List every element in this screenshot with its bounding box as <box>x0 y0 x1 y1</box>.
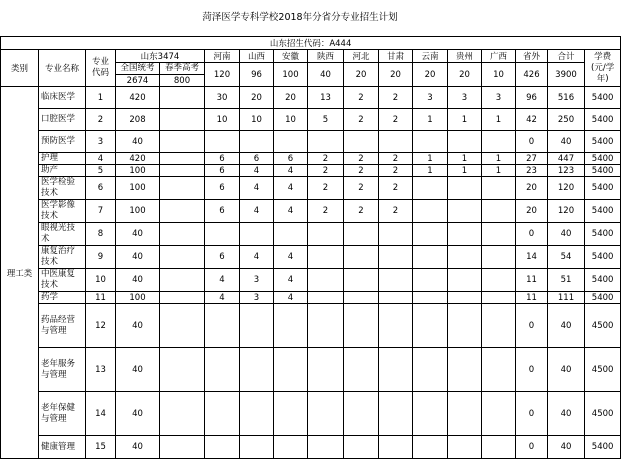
national-count-cell: 100 <box>116 165 160 177</box>
province-total: 10 <box>482 63 516 87</box>
province-count-cell <box>413 246 448 269</box>
header-province: 安徽 <box>274 50 308 63</box>
province-count-cell <box>344 246 379 269</box>
province-count-cell <box>379 292 413 304</box>
province-count-cell <box>344 223 379 246</box>
major-code-cell: 14 <box>86 392 116 436</box>
province-count-cell <box>482 392 516 436</box>
province-count-cell: 2 <box>379 165 413 177</box>
province-total: 20 <box>344 63 379 87</box>
province-count-cell: 4 <box>240 246 274 269</box>
sum-cell: 516 <box>548 87 585 109</box>
out-of-province-total: 426 <box>516 63 548 87</box>
sum-cell: 111 <box>548 292 585 304</box>
major-code-cell: 8 <box>86 223 116 246</box>
out-of-province-cell: 27 <box>516 153 548 165</box>
province-count-cell <box>482 223 516 246</box>
province-count-cell <box>413 392 448 436</box>
table-row <box>1 392 621 436</box>
out-of-province-cell: 0 <box>516 304 548 348</box>
major-code-cell: 10 <box>86 269 116 292</box>
table-row <box>1 269 621 292</box>
major-code-cell: 1 <box>86 87 116 109</box>
province-count-cell <box>482 436 516 459</box>
major-name-cell: 口腔医学 <box>39 109 86 131</box>
province-total: 120 <box>205 63 240 87</box>
out-of-province-cell: 20 <box>516 200 548 223</box>
province-count-cell <box>482 131 516 153</box>
province-count-cell: 6 <box>205 177 240 200</box>
province-count-cell: 20 <box>274 87 308 109</box>
province-count-cell <box>482 246 516 269</box>
province-count-cell <box>482 348 516 392</box>
table-row <box>1 348 621 392</box>
major-name-cell: 医学检验技术 <box>39 177 86 200</box>
table-body <box>1 87 621 459</box>
header-out-of-province: 省外 <box>516 50 548 63</box>
province-count-cell <box>308 304 344 348</box>
province-count-cell <box>308 269 344 292</box>
fee-cell: 5400 <box>585 153 621 165</box>
province-count-cell <box>413 292 448 304</box>
major-code-cell: 11 <box>86 292 116 304</box>
spring-count-cell <box>160 177 205 200</box>
province-count-cell: 10 <box>274 109 308 131</box>
out-of-province-cell: 0 <box>516 436 548 459</box>
province-count-cell <box>448 177 482 200</box>
table-row <box>1 87 621 109</box>
major-code-cell: 9 <box>86 246 116 269</box>
province-count-cell: 2 <box>308 200 344 223</box>
admission-code-label: 山东招生代码：A444 <box>1 37 621 50</box>
province-count-cell <box>274 223 308 246</box>
major-name-cell: 中医康复技术 <box>39 269 86 292</box>
out-of-province-cell: 11 <box>516 269 548 292</box>
province-count-cell: 4 <box>274 269 308 292</box>
header-national: 全国统考 <box>116 63 160 75</box>
major-code-cell: 2 <box>86 109 116 131</box>
national-count-cell: 40 <box>116 304 160 348</box>
national-count-cell: 40 <box>116 269 160 292</box>
table-row <box>1 200 621 223</box>
sum-cell: 120 <box>548 200 585 223</box>
province-count-cell: 1 <box>448 109 482 131</box>
province-count-cell <box>205 436 240 459</box>
province-count-cell: 6 <box>240 153 274 165</box>
header-province: 广西 <box>482 50 516 63</box>
province-count-cell <box>379 246 413 269</box>
sum-cell: 40 <box>548 304 585 348</box>
province-count-cell <box>448 223 482 246</box>
national-count-cell: 40 <box>116 223 160 246</box>
province-count-cell: 1 <box>482 165 516 177</box>
header-major-name: 专业名称 <box>39 50 86 87</box>
out-of-province-cell: 0 <box>516 223 548 246</box>
province-count-cell: 4 <box>240 165 274 177</box>
spring-count-cell <box>160 200 205 223</box>
national-count-cell: 420 <box>116 87 160 109</box>
major-code-cell: 12 <box>86 304 116 348</box>
province-count-cell: 2 <box>344 153 379 165</box>
province-count-cell <box>344 392 379 436</box>
province-count-cell: 2 <box>308 165 344 177</box>
category-cell: 理工类 <box>1 87 39 459</box>
province-count-cell <box>482 200 516 223</box>
province-count-cell <box>482 304 516 348</box>
province-count-cell <box>448 292 482 304</box>
province-count-cell <box>448 131 482 153</box>
sum-cell: 120 <box>548 177 585 200</box>
province-count-cell: 6 <box>205 153 240 165</box>
province-count-cell <box>482 269 516 292</box>
province-count-cell: 4 <box>274 246 308 269</box>
fee-cell: 5400 <box>585 292 621 304</box>
spring-count-cell <box>160 269 205 292</box>
major-code-cell: 13 <box>86 348 116 392</box>
major-name-cell: 医学影像技术 <box>39 200 86 223</box>
province-count-cell <box>205 223 240 246</box>
province-count-cell <box>379 131 413 153</box>
province-count-cell <box>240 304 274 348</box>
national-count-cell: 40 <box>116 348 160 392</box>
province-count-cell: 6 <box>205 246 240 269</box>
out-of-province-cell: 0 <box>516 392 548 436</box>
header-province: 河南 <box>205 50 240 63</box>
province-count-cell <box>274 131 308 153</box>
enrollment-plan-table <box>0 36 621 459</box>
fee-cell: 5400 <box>585 223 621 246</box>
major-name-cell: 临床医学 <box>39 87 86 109</box>
province-count-cell: 2 <box>344 87 379 109</box>
header-major-code: 专业代码 <box>86 50 116 87</box>
province-count-cell <box>205 348 240 392</box>
province-count-cell <box>344 131 379 153</box>
province-total: 100 <box>274 63 308 87</box>
province-count-cell: 2 <box>344 109 379 131</box>
province-count-cell <box>413 200 448 223</box>
province-count-cell <box>482 177 516 200</box>
province-count-cell: 1 <box>482 109 516 131</box>
province-count-cell: 2 <box>344 200 379 223</box>
province-count-cell <box>379 392 413 436</box>
province-count-cell: 1 <box>413 165 448 177</box>
province-count-cell: 1 <box>413 153 448 165</box>
national-count-cell: 100 <box>116 200 160 223</box>
major-code-cell: 7 <box>86 200 116 223</box>
sum-cell: 40 <box>548 348 585 392</box>
province-count-cell <box>413 131 448 153</box>
major-name-cell: 助产 <box>39 165 86 177</box>
province-count-cell: 10 <box>240 109 274 131</box>
province-count-cell <box>413 304 448 348</box>
out-of-province-cell: 23 <box>516 165 548 177</box>
header-category: 类别 <box>1 50 39 87</box>
fee-cell: 5400 <box>585 436 621 459</box>
major-name-cell: 老年保健与管理 <box>39 392 86 436</box>
province-count-cell <box>274 392 308 436</box>
province-count-cell <box>308 223 344 246</box>
national-count-cell: 208 <box>116 109 160 131</box>
province-count-cell <box>413 269 448 292</box>
spring-count-cell <box>160 436 205 459</box>
province-count-cell <box>413 436 448 459</box>
header-province: 河北 <box>344 50 379 63</box>
province-count-cell: 2 <box>379 87 413 109</box>
province-count-cell <box>448 200 482 223</box>
province-count-cell: 4 <box>274 165 308 177</box>
province-count-cell: 3 <box>240 269 274 292</box>
table-row <box>1 223 621 246</box>
header-fee: 学费(元/学年) <box>585 50 621 87</box>
province-count-cell: 2 <box>308 153 344 165</box>
province-count-cell <box>344 292 379 304</box>
province-count-cell <box>308 131 344 153</box>
out-of-province-cell: 0 <box>516 131 548 153</box>
province-count-cell <box>205 131 240 153</box>
province-count-cell: 2 <box>344 165 379 177</box>
fee-cell: 5400 <box>585 246 621 269</box>
spring-count-cell <box>160 304 205 348</box>
province-count-cell: 2 <box>379 200 413 223</box>
province-total: 20 <box>379 63 413 87</box>
province-count-cell <box>344 304 379 348</box>
province-count-cell <box>448 392 482 436</box>
fee-cell: 4500 <box>585 392 621 436</box>
province-count-cell: 1 <box>448 153 482 165</box>
province-count-cell: 2 <box>379 109 413 131</box>
spring-count-cell <box>160 392 205 436</box>
major-name-cell: 康复治疗技术 <box>39 246 86 269</box>
header-spring: 春季高考 <box>160 63 205 75</box>
province-count-cell <box>448 269 482 292</box>
spring-count-cell <box>160 348 205 392</box>
major-code-cell: 6 <box>86 177 116 200</box>
province-count-cell <box>240 436 274 459</box>
province-count-cell <box>240 348 274 392</box>
province-count-cell <box>448 304 482 348</box>
major-name-cell: 药学 <box>39 292 86 304</box>
province-count-cell <box>240 223 274 246</box>
province-total: 96 <box>240 63 274 87</box>
sum-cell: 54 <box>548 246 585 269</box>
sum-cell: 250 <box>548 109 585 131</box>
province-count-cell <box>379 223 413 246</box>
fee-cell: 5400 <box>585 109 621 131</box>
spring-total: 800 <box>160 75 205 87</box>
sum-total: 3900 <box>548 63 585 87</box>
province-count-cell: 4 <box>240 200 274 223</box>
province-count-cell: 4 <box>274 177 308 200</box>
sum-cell: 447 <box>548 153 585 165</box>
province-count-cell <box>308 348 344 392</box>
out-of-province-cell: 14 <box>516 246 548 269</box>
major-code-cell: 15 <box>86 436 116 459</box>
table-row <box>1 109 621 131</box>
table-row <box>1 177 621 200</box>
province-count-cell: 2 <box>379 177 413 200</box>
header-province: 山西 <box>240 50 274 63</box>
province-count-cell <box>482 292 516 304</box>
province-count-cell <box>448 436 482 459</box>
table-row <box>1 436 621 459</box>
province-count-cell <box>344 348 379 392</box>
province-count-cell <box>344 436 379 459</box>
province-count-cell <box>308 436 344 459</box>
header-province: 云南 <box>413 50 448 63</box>
out-of-province-cell: 42 <box>516 109 548 131</box>
province-count-cell <box>308 292 344 304</box>
province-count-cell: 4 <box>274 292 308 304</box>
table-row <box>1 153 621 165</box>
national-count-cell: 100 <box>116 292 160 304</box>
spring-count-cell <box>160 165 205 177</box>
province-count-cell: 4 <box>240 177 274 200</box>
national-count-cell: 40 <box>116 436 160 459</box>
table-row <box>1 165 621 177</box>
province-count-cell: 4 <box>274 200 308 223</box>
fee-cell: 5400 <box>585 165 621 177</box>
sum-cell: 51 <box>548 269 585 292</box>
spring-count-cell <box>160 292 205 304</box>
sum-cell: 40 <box>548 436 585 459</box>
province-count-cell <box>274 348 308 392</box>
province-count-cell <box>240 392 274 436</box>
major-name-cell: 预防医学 <box>39 131 86 153</box>
major-name-cell: 眼视光技术 <box>39 223 86 246</box>
spring-count-cell <box>160 109 205 131</box>
sum-cell: 40 <box>548 392 585 436</box>
header-province: 贵州 <box>448 50 482 63</box>
province-count-cell: 4 <box>205 269 240 292</box>
province-count-cell: 6 <box>205 200 240 223</box>
table-row <box>1 131 621 153</box>
province-count-cell: 3 <box>240 292 274 304</box>
province-count-cell <box>448 348 482 392</box>
major-code-cell: 3 <box>86 131 116 153</box>
fee-cell: 5400 <box>585 87 621 109</box>
national-count-cell: 40 <box>116 131 160 153</box>
province-count-cell: 1 <box>413 109 448 131</box>
document-title: 菏泽医学专科学校2018年分省分专业招生计划 <box>202 12 398 23</box>
province-count-cell: 1 <box>448 165 482 177</box>
province-count-cell <box>205 392 240 436</box>
major-name-cell: 老年服务与管理 <box>39 348 86 392</box>
province-count-cell <box>379 348 413 392</box>
province-count-cell: 2 <box>308 177 344 200</box>
header-sum: 合计 <box>548 50 585 63</box>
province-total: 20 <box>448 63 482 87</box>
province-count-cell: 3 <box>413 87 448 109</box>
header-shandong: 山东3474 <box>116 50 205 63</box>
province-count-cell: 2 <box>344 177 379 200</box>
province-count-cell <box>274 304 308 348</box>
province-count-cell <box>205 304 240 348</box>
national-count-cell: 40 <box>116 392 160 436</box>
table-row <box>1 304 621 348</box>
out-of-province-cell: 0 <box>516 348 548 392</box>
fee-cell: 5400 <box>585 131 621 153</box>
province-count-cell: 2 <box>379 153 413 165</box>
province-count-cell: 1 <box>482 153 516 165</box>
spring-count-cell <box>160 223 205 246</box>
province-count-cell: 13 <box>308 87 344 109</box>
spring-count-cell <box>160 131 205 153</box>
national-count-cell: 420 <box>116 153 160 165</box>
major-code-cell: 4 <box>86 153 116 165</box>
province-count-cell <box>308 246 344 269</box>
out-of-province-cell: 11 <box>516 292 548 304</box>
fee-cell: 5400 <box>585 269 621 292</box>
header-province: 甘肃 <box>379 50 413 63</box>
spring-count-cell <box>160 87 205 109</box>
province-total: 40 <box>308 63 344 87</box>
province-count-cell <box>344 269 379 292</box>
spring-count-cell <box>160 246 205 269</box>
province-count-cell: 30 <box>205 87 240 109</box>
province-count-cell: 6 <box>274 153 308 165</box>
province-count-cell <box>308 392 344 436</box>
major-code-cell: 5 <box>86 165 116 177</box>
national-count-cell: 100 <box>116 177 160 200</box>
national-total: 2674 <box>116 75 160 87</box>
province-count-cell: 5 <box>308 109 344 131</box>
header-province: 陕西 <box>308 50 344 63</box>
national-count-cell: 40 <box>116 246 160 269</box>
province-count-cell <box>379 436 413 459</box>
province-count-cell <box>413 177 448 200</box>
province-count-cell <box>240 131 274 153</box>
province-count-cell: 6 <box>205 165 240 177</box>
major-name-cell: 护理 <box>39 153 86 165</box>
out-of-province-cell: 20 <box>516 177 548 200</box>
province-count-cell <box>379 304 413 348</box>
fee-cell: 4500 <box>585 348 621 392</box>
province-count-cell <box>448 246 482 269</box>
province-count-cell: 3 <box>448 87 482 109</box>
fee-cell: 5400 <box>585 177 621 200</box>
table-row <box>1 292 621 304</box>
fee-cell: 5400 <box>585 200 621 223</box>
province-count-cell: 10 <box>205 109 240 131</box>
province-count-cell: 20 <box>240 87 274 109</box>
province-count-cell: 3 <box>482 87 516 109</box>
table-row <box>1 246 621 269</box>
sum-cell: 123 <box>548 165 585 177</box>
fee-cell: 4500 <box>585 304 621 348</box>
out-of-province-cell: 96 <box>516 87 548 109</box>
province-count-cell <box>413 223 448 246</box>
sum-cell: 40 <box>548 223 585 246</box>
spring-count-cell <box>160 153 205 165</box>
major-name-cell: 药品经营与管理 <box>39 304 86 348</box>
province-count-cell <box>274 436 308 459</box>
major-name-cell: 健康管理 <box>39 436 86 459</box>
province-count-cell: 4 <box>205 292 240 304</box>
province-total: 20 <box>413 63 448 87</box>
province-count-cell <box>379 269 413 292</box>
province-count-cell <box>413 348 448 392</box>
sum-cell: 40 <box>548 131 585 153</box>
